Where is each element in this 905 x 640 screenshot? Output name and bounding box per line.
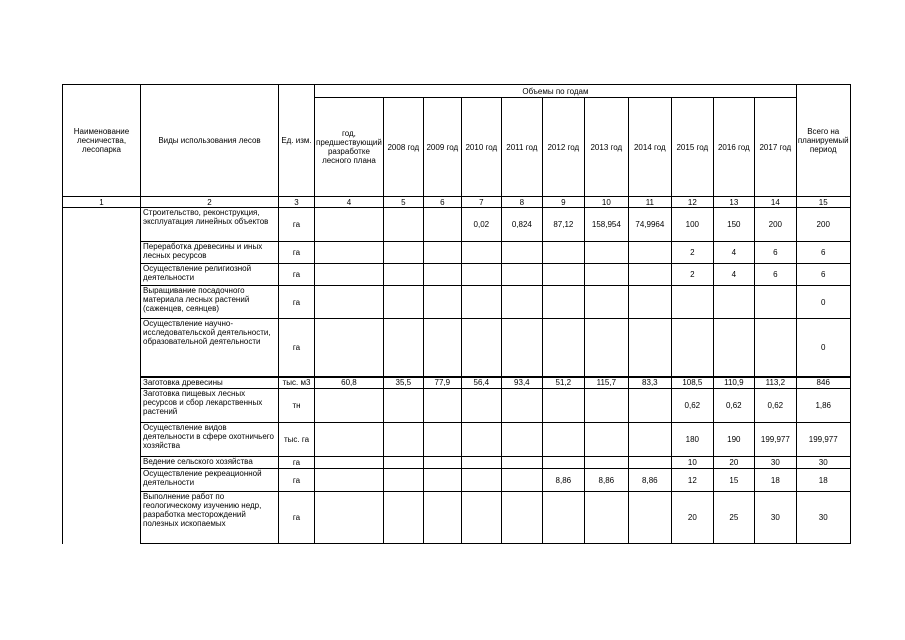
row-year-value: [542, 492, 584, 544]
row-total-value: 0: [796, 319, 850, 377]
row-use-type: Осуществление научно-исследовательской деятельности, образовательной деятельности: [141, 319, 279, 377]
col-number: 14: [754, 197, 796, 208]
col-number: 10: [584, 197, 628, 208]
row-unit: га: [279, 208, 315, 242]
row-year-value: [383, 286, 423, 319]
row-year-value: [461, 457, 501, 469]
table-row: [63, 319, 851, 377]
row-year-value: 77,9: [423, 377, 461, 389]
table-row: [63, 208, 851, 242]
row-year-value: 4: [713, 264, 754, 286]
row-forestry-name: [63, 469, 141, 492]
row-year-value: 10: [671, 457, 713, 469]
row-forestry-name: [63, 389, 141, 423]
row-year-value: [315, 457, 384, 469]
row-year-value: [383, 423, 423, 457]
row-year-value: [315, 264, 384, 286]
row-year-value: 20: [713, 457, 754, 469]
row-year-value: [501, 492, 542, 544]
row-year-value: [584, 264, 628, 286]
row-year-value: 30: [754, 457, 796, 469]
row-year-value: [628, 319, 671, 377]
row-year-value: [461, 389, 501, 423]
table-row: [63, 377, 851, 389]
table-row: [63, 457, 851, 469]
table-body: [63, 208, 851, 544]
row-total-value: 30: [796, 492, 850, 544]
row-year-value: 56,4: [461, 377, 501, 389]
row-use-type: Заготовка древесины: [141, 377, 279, 389]
row-year-value: [628, 264, 671, 286]
header-year: 2015 год: [671, 98, 713, 197]
row-year-value: [501, 319, 542, 377]
header-year: 2017 год: [754, 98, 796, 197]
row-year-value: [383, 389, 423, 423]
row-total-value: 30: [796, 457, 850, 469]
row-year-value: [423, 264, 461, 286]
col-number: 5: [383, 197, 423, 208]
row-year-value: [383, 457, 423, 469]
header-year: 2016 год: [713, 98, 754, 197]
row-unit: га: [279, 242, 315, 264]
row-year-value: [383, 264, 423, 286]
col-number: 11: [628, 197, 671, 208]
col-number: 15: [796, 197, 850, 208]
row-year-value: [628, 242, 671, 264]
header-year: 2014 год: [628, 98, 671, 197]
row-unit: га: [279, 492, 315, 544]
row-total-value: 1,86: [796, 389, 850, 423]
row-year-value: [584, 389, 628, 423]
row-forestry-name: [63, 286, 141, 319]
row-year-value: [713, 286, 754, 319]
row-year-value: [423, 492, 461, 544]
row-year-value: [461, 492, 501, 544]
row-year-value: [461, 469, 501, 492]
header-year: 2013 год: [584, 98, 628, 197]
row-use-type: Переработка древесины и иных лесных ресурсов: [141, 242, 279, 264]
row-use-type: Осуществление религиозной деятельности: [141, 264, 279, 286]
row-total-value: 200: [796, 208, 850, 242]
row-use-type: Выполнение работ по геологическому изучению недр, разработка месторождений полезных ископаемых: [141, 492, 279, 544]
header-year: 2008 год: [383, 98, 423, 197]
row-year-value: [423, 469, 461, 492]
header-year: 2011 год: [501, 98, 542, 197]
row-year-value: [628, 423, 671, 457]
row-forestry-name: [63, 377, 141, 389]
row-unit: тн: [279, 389, 315, 423]
row-total-value: 6: [796, 264, 850, 286]
row-year-value: [584, 319, 628, 377]
row-year-value: 108,5: [671, 377, 713, 389]
row-year-value: 110,9: [713, 377, 754, 389]
header-unit: Ед. изм.: [279, 85, 315, 197]
column-number-row: [63, 197, 851, 208]
row-year-value: 199,977: [754, 423, 796, 457]
row-unit: га: [279, 469, 315, 492]
forest-use-table: [62, 84, 851, 544]
row-year-value: 15: [713, 469, 754, 492]
row-year-value: [315, 286, 384, 319]
row-use-type: Выращивание посадочного материала лесных растений (саженцев, сеянцев): [141, 286, 279, 319]
row-use-type: Строительство, реконструкция, эксплуатация линейных объектов: [141, 208, 279, 242]
row-year-value: 12: [671, 469, 713, 492]
document-page: [62, 84, 851, 544]
row-year-value: [754, 286, 796, 319]
row-year-value: [754, 319, 796, 377]
row-forestry-name: [63, 208, 141, 242]
row-year-value: 4: [713, 242, 754, 264]
row-year-value: 0,824: [501, 208, 542, 242]
row-year-value: [315, 469, 384, 492]
row-total-value: 0: [796, 286, 850, 319]
row-year-value: [461, 319, 501, 377]
row-year-value: [501, 457, 542, 469]
row-year-value: [584, 492, 628, 544]
row-year-value: 0,02: [461, 208, 501, 242]
row-year-value: [584, 286, 628, 319]
row-year-value: [315, 242, 384, 264]
row-year-value: 180: [671, 423, 713, 457]
row-year-value: [383, 242, 423, 264]
table-row: [63, 389, 851, 423]
col-number: 8: [501, 197, 542, 208]
row-year-value: 200: [754, 208, 796, 242]
row-year-value: [542, 319, 584, 377]
row-forestry-name: [63, 319, 141, 377]
col-number: 7: [461, 197, 501, 208]
row-year-value: [315, 389, 384, 423]
row-year-value: [628, 389, 671, 423]
row-total-value: 199,977: [796, 423, 850, 457]
row-forestry-name: [63, 423, 141, 457]
row-unit: тыс. м3: [279, 377, 315, 389]
header-prev-year: год, предшествующий разработке лесного плана: [315, 98, 384, 197]
row-year-value: [423, 208, 461, 242]
row-year-value: [501, 423, 542, 457]
row-year-value: [584, 457, 628, 469]
row-forestry-name: [63, 264, 141, 286]
row-year-value: 51,2: [542, 377, 584, 389]
row-year-value: [315, 319, 384, 377]
table-row: [63, 242, 851, 264]
row-year-value: [628, 457, 671, 469]
table-row: [63, 469, 851, 492]
row-year-value: [542, 242, 584, 264]
row-year-value: [501, 264, 542, 286]
row-unit: тыс. га: [279, 423, 315, 457]
row-year-value: 8,86: [628, 469, 671, 492]
row-unit: га: [279, 457, 315, 469]
row-use-type: Ведение сельского хозяйства: [141, 457, 279, 469]
row-year-value: 20: [671, 492, 713, 544]
row-year-value: [713, 319, 754, 377]
col-number: 6: [423, 197, 461, 208]
col-number: 9: [542, 197, 584, 208]
row-year-value: 0,62: [713, 389, 754, 423]
row-total-value: 6: [796, 242, 850, 264]
row-year-value: [423, 286, 461, 319]
row-year-value: [671, 319, 713, 377]
row-unit: га: [279, 319, 315, 377]
row-year-value: [461, 286, 501, 319]
row-year-value: [423, 242, 461, 264]
row-year-value: [315, 423, 384, 457]
row-year-value: 0,62: [671, 389, 713, 423]
row-unit: га: [279, 286, 315, 319]
row-year-value: 60,8: [315, 377, 384, 389]
row-total-value: 846: [796, 377, 850, 389]
table-row: [63, 286, 851, 319]
row-year-value: [461, 423, 501, 457]
row-year-value: 74,9964: [628, 208, 671, 242]
row-year-value: [383, 492, 423, 544]
col-number: 2: [141, 197, 279, 208]
row-year-value: 2: [671, 242, 713, 264]
row-year-value: 30: [754, 492, 796, 544]
row-year-value: 83,3: [628, 377, 671, 389]
col-number: 1: [63, 197, 141, 208]
row-year-value: 8,86: [584, 469, 628, 492]
row-year-value: [383, 469, 423, 492]
header-year: 2009 год: [423, 98, 461, 197]
col-number: 12: [671, 197, 713, 208]
row-year-value: [423, 423, 461, 457]
row-year-value: 25: [713, 492, 754, 544]
row-year-value: [542, 457, 584, 469]
row-year-value: 113,2: [754, 377, 796, 389]
table-row: [63, 264, 851, 286]
row-year-value: [423, 389, 461, 423]
header-total: Всего на планируемый период: [796, 85, 850, 197]
row-year-value: 0,62: [754, 389, 796, 423]
table-row: [63, 492, 851, 544]
row-year-value: [315, 492, 384, 544]
row-year-value: [461, 264, 501, 286]
row-year-value: 100: [671, 208, 713, 242]
row-year-value: 6: [754, 242, 796, 264]
row-year-value: [383, 208, 423, 242]
row-year-value: [461, 242, 501, 264]
row-total-value: 18: [796, 469, 850, 492]
row-year-value: [501, 286, 542, 319]
col-number: 13: [713, 197, 754, 208]
row-year-value: [628, 492, 671, 544]
row-year-value: [501, 469, 542, 492]
row-year-value: [542, 286, 584, 319]
row-year-value: 93,4: [501, 377, 542, 389]
row-year-value: [542, 423, 584, 457]
row-year-value: [423, 319, 461, 377]
row-year-value: 158,954: [584, 208, 628, 242]
row-year-value: 6: [754, 264, 796, 286]
row-year-value: [501, 242, 542, 264]
row-year-value: [542, 389, 584, 423]
header-name: Наименование лесничества, лесопарка: [63, 85, 141, 197]
col-number: 4: [315, 197, 384, 208]
row-year-value: 35,5: [383, 377, 423, 389]
row-use-type: Осуществление рекреационной деятельности: [141, 469, 279, 492]
row-year-value: [584, 242, 628, 264]
row-year-value: [315, 208, 384, 242]
row-year-value: 190: [713, 423, 754, 457]
row-year-value: 115,7: [584, 377, 628, 389]
row-forestry-name: [63, 492, 141, 544]
row-year-value: [628, 286, 671, 319]
row-year-value: [671, 286, 713, 319]
col-number: 3: [279, 197, 315, 208]
header-year: 2012 год: [542, 98, 584, 197]
header-year: 2010 год: [461, 98, 501, 197]
header-type: Виды использования лесов: [141, 85, 279, 197]
row-year-value: 2: [671, 264, 713, 286]
row-forestry-name: [63, 242, 141, 264]
row-forestry-name: [63, 457, 141, 469]
header-group: Объемы по годам: [315, 85, 797, 98]
row-year-value: 18: [754, 469, 796, 492]
row-year-value: [383, 319, 423, 377]
row-unit: га: [279, 264, 315, 286]
row-year-value: 8,86: [542, 469, 584, 492]
row-year-value: [423, 457, 461, 469]
row-use-type: Заготовка пищевых лесных ресурсов и сбор лекарственных растений: [141, 389, 279, 423]
row-year-value: [542, 264, 584, 286]
row-year-value: 150: [713, 208, 754, 242]
table-row: [63, 423, 851, 457]
row-year-value: 87,12: [542, 208, 584, 242]
row-year-value: [584, 423, 628, 457]
row-year-value: [501, 389, 542, 423]
row-use-type: Осуществление видов деятельности в сфере охотничьего хозяйства: [141, 423, 279, 457]
